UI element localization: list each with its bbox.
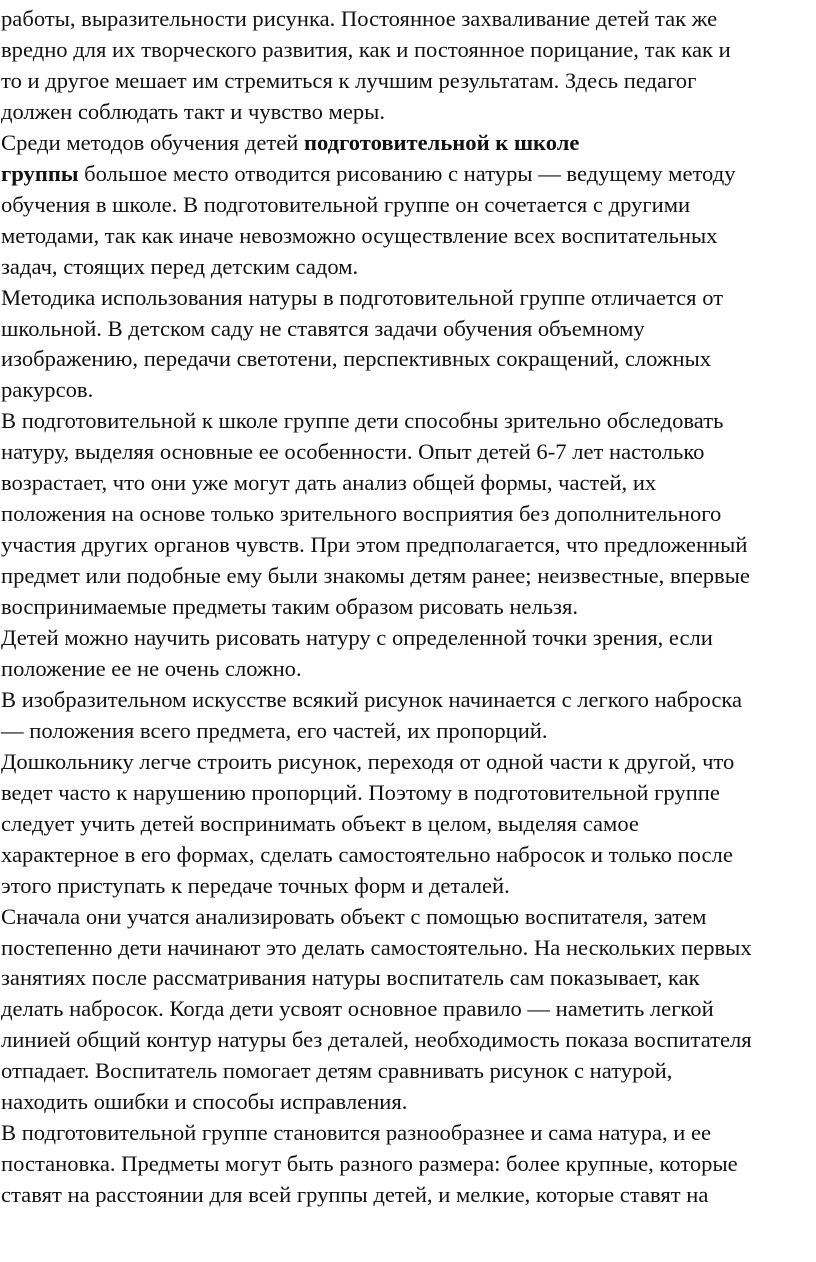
text-segment: занятиях после рассматривания натуры воспитатель сам показывает, как bbox=[1, 965, 700, 991]
text-segment: постановка. Предметы могут быть разного размера: более крупные, которые bbox=[1, 1151, 738, 1177]
text-segment: линией общий контур натуры без деталей, необходимость показа воспитателя bbox=[1, 1027, 752, 1053]
text-line bbox=[1, 871, 510, 901]
text-segment: Сначала они учатся анализировать объект с помощью воспитателя, затем bbox=[1, 903, 707, 929]
text-segment: характерное в его формах, сделать самостоятельно набросок и только после bbox=[1, 841, 733, 867]
text-segment: возрастает, что они уже могут дать анализ общей формы, частей, их bbox=[1, 470, 657, 496]
text-segment: следует учить детей воспринимать объект в целом, выделяя самое bbox=[1, 810, 639, 836]
text-line bbox=[1, 778, 720, 808]
bold-text: группы bbox=[1, 160, 79, 186]
text-segment: то и другое мешает им стремиться к лучшим результатам. Здесь педагог bbox=[1, 67, 697, 93]
text-segment: вредно для их творческого развития, как и постоянное порицание, так как и bbox=[1, 36, 731, 62]
text-line bbox=[1, 902, 706, 932]
text-segment: — положения всего предмета, его частей, их пропорций. bbox=[1, 717, 548, 743]
text-segment: ставят на расстоянии для всей группы детей, и мелкие, которые ставят на bbox=[1, 1182, 709, 1208]
text-line bbox=[1, 840, 733, 870]
text-line bbox=[1, 1025, 752, 1055]
text-segment: делать набросок. Когда дети усвоят основное правило — наметить легкой bbox=[1, 996, 714, 1022]
text-line bbox=[1, 994, 714, 1024]
text-line bbox=[1, 592, 578, 622]
text-line bbox=[1, 190, 690, 220]
text-segment: школьной. В детском саду не ставятся задачи обучения объемному bbox=[1, 315, 645, 341]
bold-text: подготовительной к школе bbox=[304, 129, 580, 155]
text-segment: ракурсов. bbox=[1, 377, 94, 403]
text-segment: Детей можно научить рисовать натуру с определенной точки зрения, если bbox=[1, 625, 713, 650]
text-line bbox=[1, 1056, 672, 1086]
text-line bbox=[1, 561, 750, 591]
text-line bbox=[1, 499, 721, 529]
text-segment: постепенно дети начинают это делать самостоятельно. На нескольких первых bbox=[1, 934, 752, 960]
text-line bbox=[1, 468, 656, 498]
text-segment: задач, стоящих перед детским садом. bbox=[1, 253, 359, 279]
text-line bbox=[1, 66, 696, 96]
text-segment: В подготовительной к школе группе дети способны зрительно обследовать bbox=[1, 408, 724, 434]
text-segment: В подготовительной группе становится разнообразнее и сама натура, и ее bbox=[1, 1120, 712, 1146]
text-line bbox=[1, 314, 645, 344]
text-line bbox=[1, 437, 704, 467]
text-segment: должен соблюдать такт и чувство меры. bbox=[1, 98, 386, 124]
text-segment: большое место отводится рисованию с натуры — ведущему методу bbox=[78, 160, 736, 186]
text-line bbox=[1, 35, 731, 65]
text-line bbox=[1, 97, 385, 127]
text-line bbox=[1, 809, 639, 839]
text-line bbox=[1, 685, 742, 715]
text-segment: ведет часто к нарушению пропорций. Поэтому в подготовительной группе bbox=[1, 779, 720, 805]
text-segment: работы, выразительности рисунка. Постоянное захваливание детей так же bbox=[1, 6, 718, 31]
text-line bbox=[1, 406, 723, 436]
text-line bbox=[1, 1180, 708, 1210]
text-segment: обучения в школе. В подготовительной группе он сочетается с другими bbox=[1, 191, 691, 217]
text-line bbox=[1, 4, 717, 34]
text-segment: изображению, передачи светотени, перспективных сокращений, сложных bbox=[1, 346, 712, 372]
text-segment: положение ее не очень сложно. bbox=[1, 655, 302, 681]
text-line bbox=[1, 747, 734, 777]
text-line bbox=[1, 375, 93, 405]
text-segment: В изобразительном искусстве всякий рисунок начинается с легкого наброска bbox=[1, 686, 743, 712]
text-line bbox=[1, 1149, 738, 1179]
text-line bbox=[1, 1118, 711, 1148]
text-segment: Среди методов обучения детей bbox=[1, 129, 304, 155]
text-line bbox=[1, 344, 711, 374]
text-segment: натуру, выделяя основные ее особенности. Опыт детей 6-7 лет настолько bbox=[1, 439, 705, 465]
text-line bbox=[1, 530, 747, 560]
text-line bbox=[1, 654, 302, 684]
text-segment: этого приступать к передаче точных форм и деталей. bbox=[1, 872, 510, 898]
text-line bbox=[1, 283, 723, 313]
text-line bbox=[1, 221, 717, 251]
text-segment: находить ошибки и способы исправления. bbox=[1, 1089, 408, 1115]
text-line bbox=[1, 716, 548, 746]
text-line bbox=[1, 128, 579, 158]
text-line bbox=[1, 623, 713, 653]
text-segment: Дошкольнику легче строить рисунок, переходя от одной части к другой, что bbox=[1, 748, 735, 774]
text-segment: Методика использования натуры в подготовительной группе отличается от bbox=[1, 284, 724, 310]
text-segment: воспринимаемые предметы таким образом рисовать нельзя. bbox=[1, 594, 578, 620]
text-line bbox=[1, 1087, 407, 1117]
text-segment: методами, так как иначе невозможно осуществление всех воспитательных bbox=[1, 222, 718, 248]
text-segment: предмет или подобные ему были знакомы детям ранее; неизвестные, впервые bbox=[1, 563, 750, 589]
text-segment: отпадает. Воспитатель помогает детям сравнивать рисунок с натурой, bbox=[1, 1058, 673, 1084]
text-line bbox=[1, 963, 700, 993]
text-segment: положения на основе только зрительного восприятия без дополнительного bbox=[1, 501, 722, 527]
text-line bbox=[1, 252, 358, 282]
text-segment: участия других органов чувств. При этом предполагается, что предложенный bbox=[1, 532, 748, 558]
text-line bbox=[1, 159, 736, 189]
text-line bbox=[1, 933, 752, 963]
